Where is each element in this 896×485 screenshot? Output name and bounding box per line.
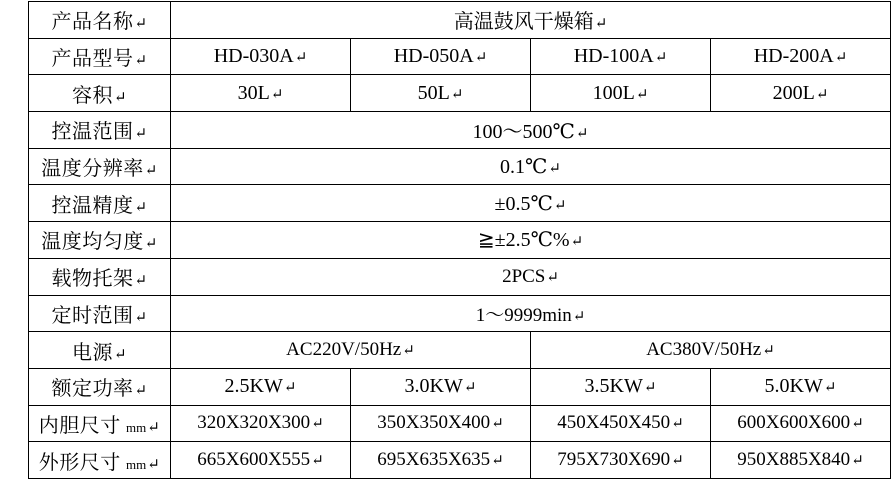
table-row (29, 368, 891, 405)
product-spec-table (28, 1, 891, 479)
table-row (29, 332, 891, 369)
row-label (29, 442, 171, 479)
paragraph-mark-icon: ↵ (762, 343, 775, 360)
paragraph-mark-icon: ↵ (594, 16, 608, 33)
paragraph-mark-icon: ↵ (147, 419, 161, 436)
row-label-text: 电源 (71, 341, 113, 364)
row-label (29, 148, 171, 185)
table-cell (531, 368, 711, 405)
cell-text: 3.0KW (404, 375, 463, 398)
paragraph-mark-icon: ↵ (671, 416, 684, 433)
cell-text: 1～9999min (475, 304, 572, 326)
paragraph-mark-icon: ↵ (654, 50, 668, 67)
row-label (29, 75, 171, 112)
paragraph-mark-icon: ↵ (134, 383, 148, 400)
table-cell (351, 405, 531, 442)
row-label-unit: mm (125, 419, 147, 435)
table-cell (711, 405, 891, 442)
table-cell (531, 38, 711, 75)
cell-text: ≧±2.5℃% (477, 229, 570, 252)
table-cell (171, 38, 351, 75)
row-label (29, 332, 171, 369)
table-row (29, 148, 891, 185)
cell-text: 695X635X635 (377, 449, 491, 471)
row-label-text: 容积 (71, 84, 113, 107)
paragraph-mark-icon: ↵ (402, 343, 415, 360)
cell-text: 3.5KW (584, 375, 643, 398)
paragraph-mark-icon: ↵ (815, 86, 829, 103)
cell-text: HD-030A (213, 45, 294, 68)
table-row (29, 2, 891, 39)
row-label (29, 112, 171, 149)
table-row (29, 295, 891, 332)
paragraph-mark-icon: ↵ (491, 453, 504, 470)
row-label (29, 2, 171, 39)
row-label-text: 温度均匀度 (41, 231, 144, 254)
cell-text: 795X730X690 (557, 449, 671, 471)
table-cell (171, 75, 351, 112)
row-label-text: 外形尺寸 (38, 451, 121, 474)
cell-text: ±0.5℃ (494, 192, 553, 215)
table-cell (711, 368, 891, 405)
paragraph-mark-icon: ↵ (311, 453, 324, 470)
paragraph-mark-icon: ↵ (575, 126, 589, 143)
table-cell (351, 75, 531, 112)
paragraph-mark-icon: ↵ (546, 269, 559, 286)
paragraph-mark-icon: ↵ (134, 126, 148, 143)
table-cell (171, 2, 891, 39)
row-label (29, 295, 171, 332)
cell-text: 30L (237, 81, 270, 104)
row-label (29, 258, 171, 295)
row-label (29, 222, 171, 259)
paragraph-mark-icon: ↵ (113, 89, 128, 106)
cell-text: 450X450X450 (557, 412, 671, 434)
paragraph-mark-icon: ↵ (553, 197, 567, 214)
cell-text: 320X320X300 (197, 412, 311, 434)
table-cell (531, 332, 891, 369)
paragraph-mark-icon: ↵ (474, 50, 488, 67)
table-cell (171, 112, 891, 149)
table-row (29, 112, 891, 149)
row-label (29, 185, 171, 222)
paragraph-mark-icon: ↵ (823, 380, 837, 397)
cell-text: 100L (592, 81, 635, 104)
cell-text: 0.1℃ (500, 156, 548, 179)
table-row (29, 442, 891, 479)
paragraph-mark-icon: ↵ (450, 86, 464, 103)
paragraph-mark-icon: ↵ (270, 86, 284, 103)
cell-text: 200L (772, 81, 815, 104)
paragraph-mark-icon: ↵ (548, 161, 561, 178)
paragraph-mark-icon: ↵ (144, 163, 158, 180)
paragraph-mark-icon: ↵ (570, 234, 584, 251)
row-label-text: 控温精度 (51, 194, 134, 217)
row-label (29, 405, 171, 442)
table-row (29, 222, 891, 259)
paragraph-mark-icon: ↵ (294, 50, 308, 67)
paragraph-mark-icon: ↵ (113, 346, 128, 363)
row-label-unit: mm (125, 456, 147, 472)
table-cell (171, 332, 531, 369)
row-label (29, 38, 171, 75)
spec-table-body (29, 2, 891, 479)
table-cell (171, 405, 351, 442)
table-cell (351, 38, 531, 75)
paragraph-mark-icon: ↵ (134, 273, 148, 290)
paragraph-mark-icon: ↵ (643, 380, 657, 397)
paragraph-mark-icon: ↵ (134, 16, 148, 33)
cell-text: 2.5KW (224, 375, 283, 398)
table-cell (171, 148, 891, 185)
paragraph-mark-icon: ↵ (134, 53, 148, 70)
cell-text: 100～500℃ (472, 121, 575, 144)
paragraph-mark-icon: ↵ (671, 453, 684, 470)
cell-text: 5.0KW (764, 375, 823, 398)
paragraph-mark-icon: ↵ (463, 380, 477, 397)
paragraph-mark-icon: ↵ (283, 380, 297, 397)
cell-text: 高温鼓风干燥箱 (453, 11, 594, 34)
table-row (29, 405, 891, 442)
paragraph-mark-icon: ↵ (134, 309, 148, 326)
cell-text: 2PCS (502, 265, 546, 287)
row-label-text: 产品型号 (51, 48, 134, 71)
table-cell (531, 405, 711, 442)
table-cell (171, 222, 891, 259)
table-cell (351, 442, 531, 479)
cell-text: AC220V/50Hz (286, 339, 402, 361)
row-label-text: 内胆尺寸 (38, 414, 121, 437)
paragraph-mark-icon: ↵ (635, 86, 649, 103)
cell-text: HD-050A (393, 45, 474, 68)
table-row (29, 75, 891, 112)
table-cell (711, 38, 891, 75)
cell-text: HD-100A (573, 45, 654, 68)
row-label-text: 控温范围 (51, 121, 134, 144)
table-cell (711, 442, 891, 479)
cell-text: 50L (417, 81, 450, 104)
table-cell (171, 185, 891, 222)
paragraph-mark-icon: ↵ (834, 50, 848, 67)
table-cell (711, 75, 891, 112)
table-row (29, 258, 891, 295)
paragraph-mark-icon: ↵ (851, 453, 864, 470)
paragraph-mark-icon: ↵ (851, 416, 864, 433)
paragraph-mark-icon: ↵ (491, 416, 504, 433)
row-label-text: 定时范围 (51, 304, 134, 327)
cell-text: 665X600X555 (197, 449, 311, 471)
table-cell (531, 442, 711, 479)
row-label (29, 368, 171, 405)
table-row (29, 185, 891, 222)
row-label-text: 产品名称 (51, 11, 134, 34)
cell-text: HD-200A (753, 45, 834, 68)
cell-text: AC380V/50Hz (646, 339, 762, 361)
table-cell (351, 368, 531, 405)
paragraph-mark-icon: ↵ (311, 416, 324, 433)
table-row (29, 38, 891, 75)
table-cell (171, 368, 351, 405)
cell-text: 350X350X400 (377, 412, 491, 434)
table-cell (171, 295, 891, 332)
cell-text: 950X885X840 (737, 449, 851, 471)
table-cell (171, 442, 351, 479)
table-cell (531, 75, 711, 112)
paragraph-mark-icon: ↵ (147, 456, 161, 473)
paragraph-mark-icon: ↵ (134, 199, 148, 216)
paragraph-mark-icon: ↵ (572, 308, 586, 325)
cell-text: 600X600X600 (737, 412, 851, 434)
paragraph-mark-icon: ↵ (144, 236, 158, 253)
row-label-text: 温度分辨率 (41, 158, 144, 181)
row-label-text: 载物托架 (51, 268, 134, 291)
row-label-text: 额定功率 (51, 378, 134, 401)
table-cell (171, 258, 891, 295)
